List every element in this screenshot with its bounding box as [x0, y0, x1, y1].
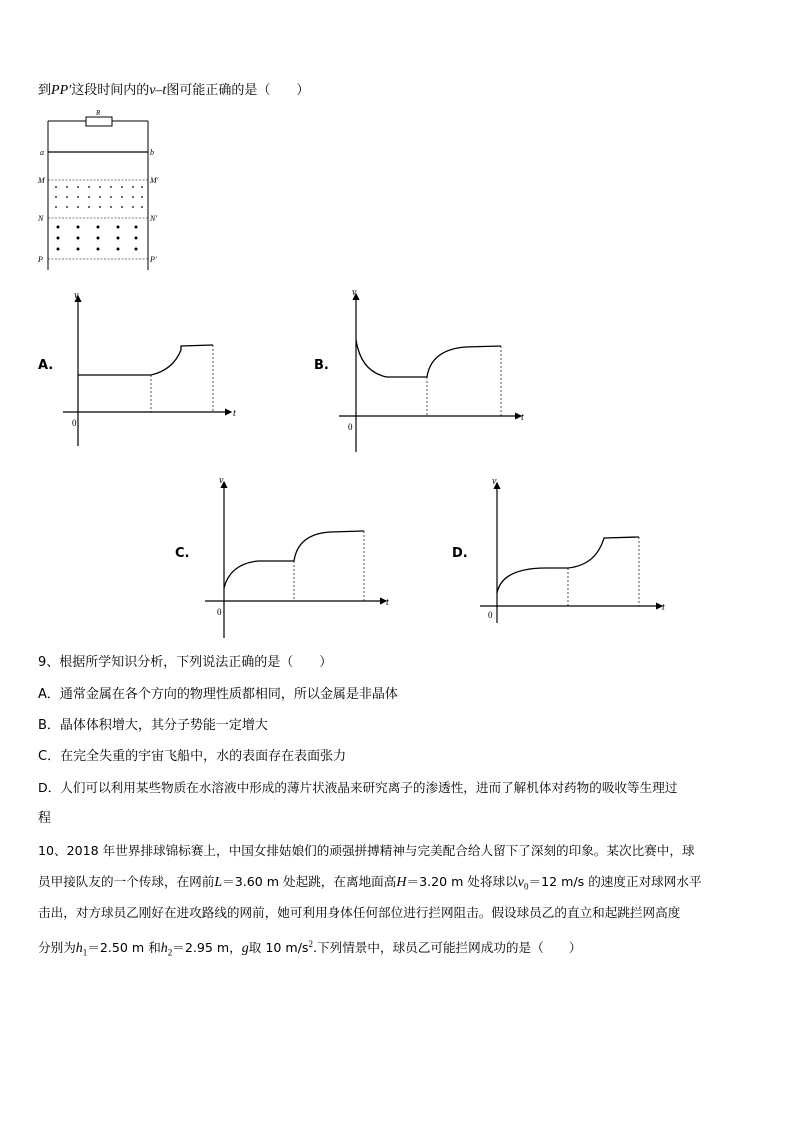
svg-text:a: a	[40, 148, 44, 157]
svg-text:0: 0	[217, 607, 222, 617]
resistor	[86, 117, 112, 126]
svg-text:v: v	[352, 287, 357, 298]
svg-text:P: P	[38, 255, 43, 264]
question-9-option-a: A．通常金属在各个方向的物理性质都相同，所以金属是非晶体	[38, 687, 398, 702]
svg-text:b: b	[150, 148, 154, 157]
question-10-line-3: 击出，对方球员乙刚好在进攻路线的网前，她可利用身体任何部位进行拦网阻击。假设球员乙的直立和起跳拦网高度	[38, 905, 681, 920]
graph-c	[200, 470, 395, 640]
graph-d	[476, 475, 671, 625]
svg-text:v: v	[74, 290, 79, 301]
field-dots-strong	[57, 226, 138, 251]
svg-text:M′: M′	[150, 176, 159, 185]
svg-text:t: t	[662, 602, 665, 613]
question-9-option-c: C．在完全失重的宇宙飞船中，水的表面存在表面张力	[38, 749, 347, 764]
graph-b	[335, 282, 530, 454]
curve-c	[224, 531, 364, 588]
svg-text:0: 0	[348, 422, 353, 432]
circuit-diagram	[30, 108, 170, 278]
svg-text:t: t	[386, 597, 389, 608]
svg-text:0: 0	[72, 418, 77, 428]
option-c-label: C.	[175, 546, 190, 561]
svg-text:v: v	[219, 475, 224, 486]
svg-text:t: t	[521, 412, 524, 423]
var-pp: PP′	[51, 83, 72, 98]
field-dots-weak	[55, 186, 143, 208]
option-d-label: D.	[452, 546, 468, 561]
question-10-line-2: 员甲接队友的一个传球，在网前L＝3.60 m 处起跳，在离地面高H＝3.20 m 处将球以$v_0=12$ m/s 的速度正对球网水平	[38, 874, 702, 892]
svg-text:0: 0	[488, 610, 493, 620]
curve-b	[356, 340, 501, 377]
question-8-tail: 到PP′这段时间内的v–t图可能正确的是（ ）	[38, 83, 310, 98]
question-10-line-1: 10、2018 年世界排球锦标赛上，中国女排姑娘们的顽强拼搏精神与完美配合给人留下了深刻的印象。某次比赛中，球	[38, 843, 695, 858]
var-vt: v–t	[149, 83, 167, 98]
question-9-option-d: D．人们可以利用某些物质在水溶液中形成的薄片状液晶来研究离子的渗透性，进而了解机体对药物的吸收等生理过	[38, 780, 678, 795]
curve-a	[78, 345, 213, 375]
svg-text:t: t	[233, 408, 236, 419]
question-9-option-b: B．晶体体积增大，其分子势能一定增大	[38, 718, 268, 733]
svg-text:N′: N′	[150, 214, 158, 223]
svg-text:v: v	[492, 476, 497, 487]
svg-text:M: M	[38, 176, 45, 185]
question-9-stem: 9、根据所学知识分析，下列说法正确的是（ ）	[38, 655, 333, 670]
question-9-option-d-cont: 程	[38, 811, 52, 826]
option-a-label: A.	[38, 358, 54, 373]
svg-text:N: N	[38, 214, 44, 223]
graph-a	[55, 288, 245, 450]
svg-text:P′: P′	[150, 255, 157, 264]
resistor-label: R	[96, 109, 101, 117]
option-b-label: B.	[314, 358, 329, 373]
question-10-line-4: 分别为$h_1=2.50$ m 和$h_2=2.95$ m，g取 10 $m/s^2$.下列情景中，球员乙可能拦网成功的是（ ）	[38, 939, 582, 958]
